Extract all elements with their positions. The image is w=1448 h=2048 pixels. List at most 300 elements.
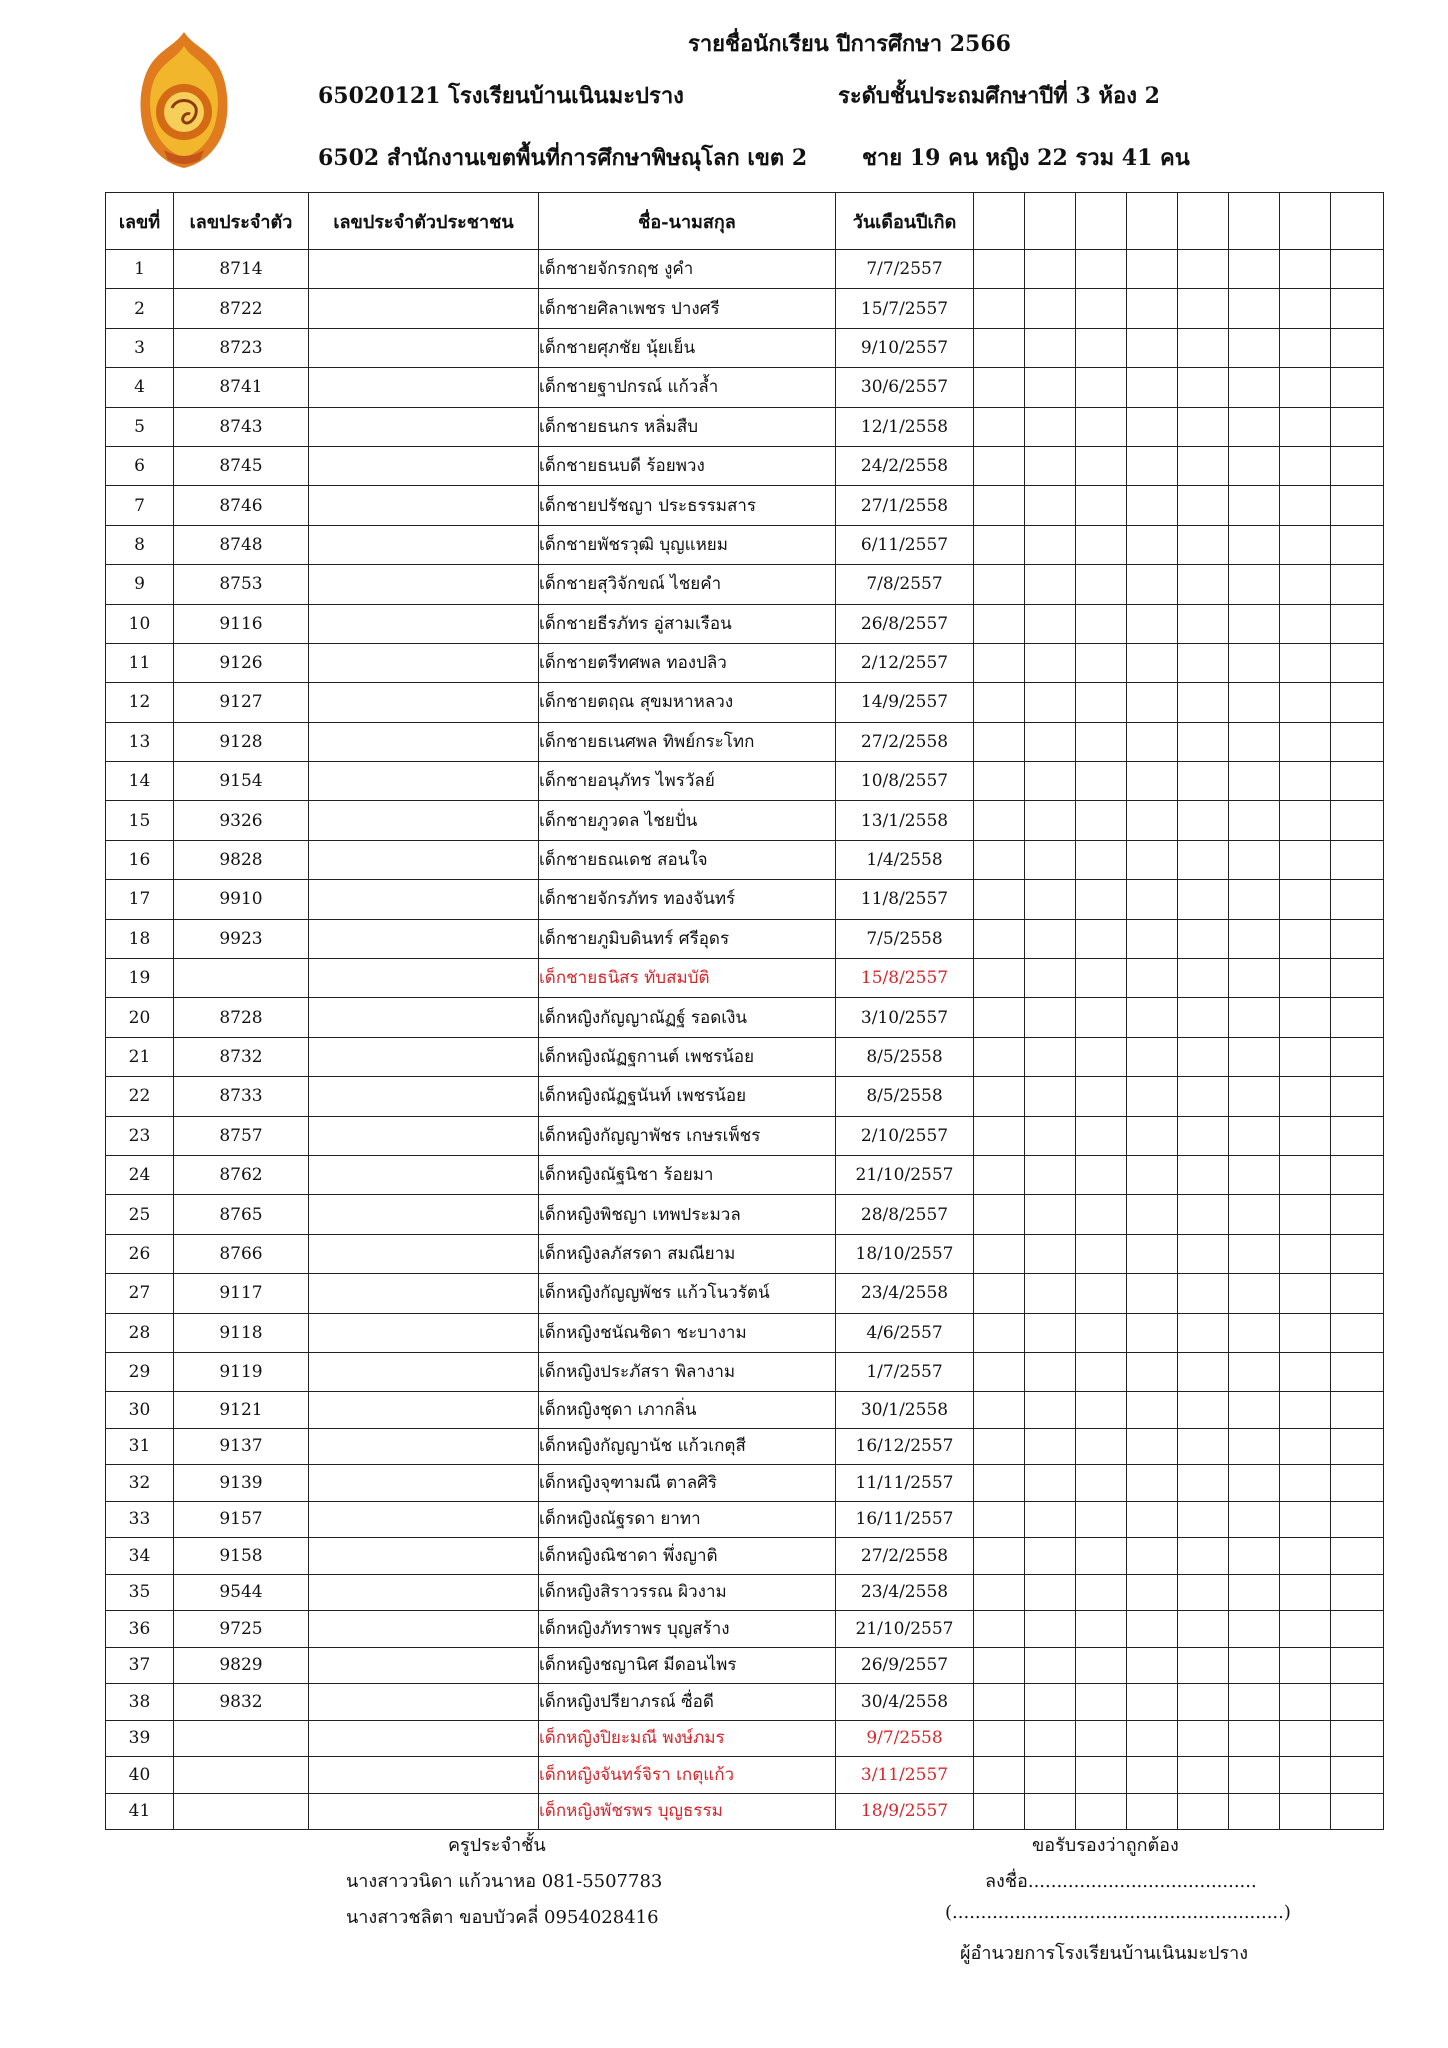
blank-check-cell (974, 368, 1025, 407)
blank-check-cell (1127, 525, 1178, 564)
blank-check-cell (1178, 1037, 1229, 1076)
blank-check-cell (1280, 1647, 1331, 1684)
blank-check-cell (1127, 328, 1178, 367)
cell-citizen-id (309, 250, 539, 289)
cell-student-id (174, 1720, 309, 1757)
blank-check-cell (1025, 1116, 1076, 1155)
blank-check-cell (1076, 1077, 1127, 1116)
blank-check-cell (1280, 1501, 1331, 1538)
cell-number: 18 (106, 919, 174, 958)
blank-check-cell (1076, 919, 1127, 958)
cell-dob: 8/5/2558 (836, 1037, 974, 1076)
table-row (106, 486, 1384, 525)
table-row (106, 1720, 1384, 1757)
table-row (106, 1392, 1384, 1429)
cell-student-id: 8732 (174, 1037, 309, 1076)
cell-name: เด็กชายธีรภัทร อู่สามเรือน (539, 604, 836, 643)
cell-number: 1 (106, 250, 174, 289)
blank-check-cell (1076, 1647, 1127, 1684)
cell-number: 12 (106, 683, 174, 722)
cell-dob: 11/11/2557 (836, 1465, 974, 1502)
blank-check-cell (1331, 1428, 1384, 1465)
cell-number: 35 (106, 1574, 174, 1611)
blank-check-cell (1025, 801, 1076, 840)
blank-check-cell (1280, 1313, 1331, 1352)
blank-check-cell (1178, 959, 1229, 998)
blank-check-cell (974, 722, 1025, 761)
blank-check-cell (1178, 486, 1229, 525)
col-header-no: เลขที่ (106, 193, 174, 250)
cell-number: 3 (106, 328, 174, 367)
cell-dob: 7/8/2557 (836, 565, 974, 604)
table-row (106, 328, 1384, 367)
table-row (106, 1757, 1384, 1794)
blank-check-cell (1229, 368, 1280, 407)
cell-student-id: 9126 (174, 643, 309, 682)
cell-name: เด็กหญิงชุดา เภากลิ่น (539, 1392, 836, 1429)
cell-student-id (174, 1793, 309, 1830)
cell-dob: 27/1/2558 (836, 486, 974, 525)
table-row (106, 1234, 1384, 1273)
cell-citizen-id (309, 1037, 539, 1076)
blank-check-cell (1229, 840, 1280, 879)
blank-check-cell (1229, 1428, 1280, 1465)
blank-check-cell (974, 407, 1025, 446)
blank-check-cell (974, 840, 1025, 879)
blank-check-cell (1331, 446, 1384, 485)
cell-citizen-id (309, 643, 539, 682)
blank-check-cell (1331, 1195, 1384, 1234)
blank-check-cell (1127, 1720, 1178, 1757)
blank-check-cell (1076, 959, 1127, 998)
table-row (106, 840, 1384, 879)
cell-name: เด็กหญิงประภัสรา พิลางาม (539, 1352, 836, 1391)
blank-check-cell (1229, 1195, 1280, 1234)
cell-number: 10 (106, 604, 174, 643)
blank-check-cell (1127, 486, 1178, 525)
blank-check-cell (1280, 328, 1331, 367)
blank-check-cell (1280, 880, 1331, 919)
blank-check-cell (1280, 801, 1331, 840)
cell-student-id: 8746 (174, 486, 309, 525)
cell-dob: 15/7/2557 (836, 289, 974, 328)
blank-check-cell (1127, 643, 1178, 682)
blank-check-cell (1331, 1647, 1384, 1684)
cell-citizen-id (309, 446, 539, 485)
blank-check-cell (1331, 1465, 1384, 1502)
blank-check-cell (1178, 1465, 1229, 1502)
blank-check-cell (1280, 919, 1331, 958)
cell-dob: 3/10/2557 (836, 998, 974, 1037)
cell-number: 38 (106, 1684, 174, 1721)
blank-check-cell (1178, 1116, 1229, 1155)
school-name: 65020121 โรงเรียนบ้านเนินมะปราง (318, 83, 684, 109)
blank-check-cell (1127, 1077, 1178, 1116)
blank-check-cell (1127, 1116, 1178, 1155)
cell-citizen-id (309, 1274, 539, 1313)
cell-dob: 13/1/2558 (836, 801, 974, 840)
cell-name: เด็กชายธนิสร ทับสมบัติ (539, 959, 836, 998)
cell-name: เด็กหญิงกัญญพัชร แก้วโนวรัตน์ (539, 1274, 836, 1313)
blank-check-cell (974, 486, 1025, 525)
blank-check-cell (974, 1234, 1025, 1273)
blank-check-cell (974, 643, 1025, 682)
cell-number: 33 (106, 1501, 174, 1538)
blank-check-cell (1025, 1538, 1076, 1575)
blank-check-cell (1178, 604, 1229, 643)
cell-name: เด็กหญิงกัญญาพัชร เกษรเพ็ชร (539, 1116, 836, 1155)
cell-dob: 30/1/2558 (836, 1392, 974, 1429)
cell-dob: 14/9/2557 (836, 683, 974, 722)
blank-check-cell (1280, 722, 1331, 761)
blank-check-cell (1178, 525, 1229, 564)
cell-student-id: 9829 (174, 1647, 309, 1684)
cell-number: 4 (106, 368, 174, 407)
homeroom-teacher-label: ครูประจำชั้น (448, 1835, 546, 1856)
cell-number: 26 (106, 1234, 174, 1273)
cell-number: 32 (106, 1465, 174, 1502)
blank-check-cell (1178, 1574, 1229, 1611)
blank-check-cell (1178, 1234, 1229, 1273)
cell-citizen-id (309, 683, 539, 722)
cell-number: 5 (106, 407, 174, 446)
blank-check-cell (1025, 643, 1076, 682)
blank-check-cell (1229, 407, 1280, 446)
blank-check-cell (974, 1793, 1025, 1830)
blank-check-cell (1076, 880, 1127, 919)
blank-check-cell (1178, 446, 1229, 485)
cell-dob: 12/1/2558 (836, 407, 974, 446)
cell-student-id: 9154 (174, 762, 309, 801)
cell-citizen-id (309, 801, 539, 840)
cell-student-id: 8753 (174, 565, 309, 604)
blank-check-cell (1127, 407, 1178, 446)
blank-check-cell (1229, 762, 1280, 801)
cell-student-id: 8765 (174, 1195, 309, 1234)
blank-check-cell (1025, 289, 1076, 328)
blank-check-cell (974, 880, 1025, 919)
blank-check-cell (1127, 1611, 1178, 1648)
blank-check-cell (1229, 1757, 1280, 1794)
blank-check-cell (1229, 1793, 1280, 1830)
cell-student-id: 9544 (174, 1574, 309, 1611)
table-row (106, 1611, 1384, 1648)
blank-check-cell (974, 289, 1025, 328)
blank-check-cell (1127, 919, 1178, 958)
blank-check-cell (1076, 1574, 1127, 1611)
signature-line: ลงชื่อ........................................ (985, 1871, 1257, 1892)
cell-dob: 10/8/2557 (836, 762, 974, 801)
blank-check-cell (1229, 486, 1280, 525)
cell-number: 17 (106, 880, 174, 919)
cell-name: เด็กหญิงชนัณชิดา ชะบางาม (539, 1313, 836, 1352)
blank-check-cell (1178, 1392, 1229, 1429)
table-row (106, 446, 1384, 485)
cell-number: 7 (106, 486, 174, 525)
cell-citizen-id (309, 1684, 539, 1721)
table-row (106, 722, 1384, 761)
blank-check-cell (1076, 368, 1127, 407)
blank-header-cell (1076, 193, 1127, 250)
blank-check-cell (1076, 762, 1127, 801)
blank-check-cell (1229, 1611, 1280, 1648)
cell-name: เด็กหญิงชญานิศ มีดอนไพร (539, 1647, 836, 1684)
blank-check-cell (1229, 1116, 1280, 1155)
cell-name: เด็กชายธเนศพล ทิพย์กระโทก (539, 722, 836, 761)
blank-check-cell (1331, 1501, 1384, 1538)
blank-check-cell (1127, 762, 1178, 801)
blank-check-cell (1229, 683, 1280, 722)
blank-check-cell (1280, 762, 1331, 801)
table-row (106, 1793, 1384, 1830)
blank-check-cell (1025, 1647, 1076, 1684)
blank-check-cell (1280, 289, 1331, 328)
blank-check-cell (1331, 919, 1384, 958)
cell-citizen-id (309, 1574, 539, 1611)
blank-check-cell (1229, 250, 1280, 289)
blank-check-cell (1076, 1465, 1127, 1502)
cell-citizen-id (309, 959, 539, 998)
blank-check-cell (1229, 1077, 1280, 1116)
blank-check-cell (1025, 762, 1076, 801)
cell-student-id: 8748 (174, 525, 309, 564)
cell-dob: 23/4/2558 (836, 1574, 974, 1611)
blank-check-cell (1076, 446, 1127, 485)
blank-check-cell (1127, 1647, 1178, 1684)
cell-student-id: 8745 (174, 446, 309, 485)
blank-check-cell (1280, 1684, 1331, 1721)
col-header-student-id: เลขประจำตัว (174, 193, 309, 250)
blank-check-cell (1127, 1392, 1178, 1429)
cell-name: เด็กชายธนกร หลิ่มสืบ (539, 407, 836, 446)
blank-check-cell (1229, 1538, 1280, 1575)
cell-number: 30 (106, 1392, 174, 1429)
blank-check-cell (1178, 722, 1229, 761)
cell-student-id: 8766 (174, 1234, 309, 1273)
cell-number: 27 (106, 1274, 174, 1313)
table-header-row (106, 193, 1384, 250)
cell-student-id: 9828 (174, 840, 309, 879)
table-row (106, 998, 1384, 1037)
table-row (106, 1538, 1384, 1575)
blank-check-cell (1178, 1274, 1229, 1313)
blank-check-cell (974, 446, 1025, 485)
education-office: 6502 สำนักงานเขตพื้นที่การศึกษาพิษณุโลก เขต 2 (318, 145, 808, 171)
blank-check-cell (974, 1501, 1025, 1538)
table-row (106, 762, 1384, 801)
cell-dob: 21/10/2557 (836, 1611, 974, 1648)
blank-header-cell (1025, 193, 1076, 250)
blank-check-cell (1127, 565, 1178, 604)
blank-header-cell (1127, 193, 1178, 250)
cell-student-id: 9118 (174, 1313, 309, 1352)
blank-check-cell (1229, 643, 1280, 682)
blank-check-cell (1280, 525, 1331, 564)
cell-citizen-id (309, 1793, 539, 1830)
cell-number: 13 (106, 722, 174, 761)
blank-check-cell (1229, 1234, 1280, 1273)
cell-dob: 16/11/2557 (836, 1501, 974, 1538)
blank-check-cell (1280, 1352, 1331, 1391)
blank-check-cell (1025, 368, 1076, 407)
blank-check-cell (974, 1313, 1025, 1352)
cell-citizen-id (309, 1720, 539, 1757)
blank-check-cell (1076, 1501, 1127, 1538)
cell-citizen-id (309, 368, 539, 407)
cell-number: 25 (106, 1195, 174, 1234)
cell-student-id (174, 959, 309, 998)
blank-check-cell (1280, 998, 1331, 1037)
blank-check-cell (1331, 1574, 1384, 1611)
cell-name: เด็กหญิงลภัสรดา สมณียาม (539, 1234, 836, 1273)
cell-name: เด็กหญิงพัชรพร บุญธรรม (539, 1793, 836, 1830)
blank-check-cell (974, 1757, 1025, 1794)
blank-check-cell (1025, 1195, 1076, 1234)
cell-citizen-id (309, 762, 539, 801)
cell-number: 9 (106, 565, 174, 604)
blank-header-cell (1229, 193, 1280, 250)
cell-name: เด็กหญิงพิชญา เทพประมวล (539, 1195, 836, 1234)
blank-check-cell (1127, 722, 1178, 761)
blank-check-cell (1076, 1538, 1127, 1575)
table-row (106, 1647, 1384, 1684)
table-row (106, 1684, 1384, 1721)
blank-check-cell (1076, 525, 1127, 564)
cell-student-id: 8728 (174, 998, 309, 1037)
table-row (106, 1195, 1384, 1234)
blank-check-cell (1076, 1037, 1127, 1076)
blank-check-cell (1025, 722, 1076, 761)
table-row (106, 1037, 1384, 1076)
col-header-citizen-id: เลขประจำตัวประชาชน (309, 193, 539, 250)
table-row (106, 368, 1384, 407)
cell-citizen-id (309, 998, 539, 1037)
blank-check-cell (1076, 407, 1127, 446)
cell-dob: 18/9/2557 (836, 1793, 974, 1830)
blank-check-cell (1280, 1720, 1331, 1757)
blank-check-cell (1127, 880, 1178, 919)
blank-check-cell (1331, 1037, 1384, 1076)
blank-check-cell (1280, 368, 1331, 407)
cell-citizen-id (309, 1538, 539, 1575)
blank-check-cell (1025, 1428, 1076, 1465)
blank-check-cell (1331, 880, 1384, 919)
blank-check-cell (1076, 1392, 1127, 1429)
blank-check-cell (1229, 1501, 1280, 1538)
blank-check-cell (1331, 1116, 1384, 1155)
blank-header-cell (1178, 193, 1229, 250)
blank-check-cell (1025, 1037, 1076, 1076)
cell-citizen-id (309, 1611, 539, 1648)
cell-student-id: 8743 (174, 407, 309, 446)
blank-check-cell (974, 959, 1025, 998)
table-row (106, 643, 1384, 682)
blank-check-cell (1229, 1037, 1280, 1076)
blank-check-cell (974, 525, 1025, 564)
blank-check-cell (1178, 1428, 1229, 1465)
cell-name: เด็กชายภูวดล ไชยปั่น (539, 801, 836, 840)
blank-check-cell (1076, 1428, 1127, 1465)
blank-check-cell (1331, 604, 1384, 643)
cell-dob: 4/6/2557 (836, 1313, 974, 1352)
blank-check-cell (1229, 525, 1280, 564)
blank-check-cell (1178, 1684, 1229, 1721)
blank-check-cell (1178, 1195, 1229, 1234)
blank-check-cell (1025, 1793, 1076, 1830)
blank-check-cell (1127, 1501, 1178, 1538)
blank-check-cell (1127, 1155, 1178, 1194)
blank-check-cell (1229, 1720, 1280, 1757)
blank-check-cell (974, 1684, 1025, 1721)
blank-check-cell (1025, 1392, 1076, 1429)
blank-check-cell (974, 565, 1025, 604)
blank-check-cell (1076, 683, 1127, 722)
blank-check-cell (1280, 1793, 1331, 1830)
cell-student-id: 8757 (174, 1116, 309, 1155)
cell-citizen-id (309, 1428, 539, 1465)
blank-check-cell (1025, 919, 1076, 958)
blank-check-cell (1127, 1037, 1178, 1076)
cell-dob: 11/8/2557 (836, 880, 974, 919)
table-row (106, 801, 1384, 840)
blank-check-cell (1331, 368, 1384, 407)
blank-check-cell (1025, 250, 1076, 289)
blank-check-cell (1331, 801, 1384, 840)
col-header-dob: วันเดือนปีเกิด (836, 193, 974, 250)
blank-check-cell (974, 1274, 1025, 1313)
cell-dob: 27/2/2558 (836, 722, 974, 761)
signature-name-line: (..........................................................) (945, 1902, 1291, 1923)
table-row (106, 880, 1384, 919)
cell-name: เด็กชายปรัชญา ประธรรมสาร (539, 486, 836, 525)
cell-citizen-id (309, 722, 539, 761)
blank-check-cell (1229, 1352, 1280, 1391)
blank-check-cell (1331, 1352, 1384, 1391)
blank-check-cell (1331, 407, 1384, 446)
blank-check-cell (1331, 486, 1384, 525)
cell-student-id: 9923 (174, 919, 309, 958)
blank-check-cell (974, 801, 1025, 840)
blank-check-cell (1127, 1234, 1178, 1273)
blank-check-cell (974, 1037, 1025, 1076)
blank-check-cell (1127, 289, 1178, 328)
blank-check-cell (1025, 880, 1076, 919)
cell-dob: 8/5/2558 (836, 1077, 974, 1116)
cell-name: เด็กหญิงกัญญาณัฏฐ์ รอดเงิน (539, 998, 836, 1037)
cell-citizen-id (309, 880, 539, 919)
cell-student-id: 9158 (174, 1538, 309, 1575)
cell-dob: 30/6/2557 (836, 368, 974, 407)
blank-check-cell (1280, 407, 1331, 446)
blank-check-cell (1229, 1465, 1280, 1502)
blank-check-cell (1229, 565, 1280, 604)
table-row (106, 1352, 1384, 1391)
blank-check-cell (1025, 446, 1076, 485)
blank-check-cell (1229, 801, 1280, 840)
blank-check-cell (1076, 1793, 1127, 1830)
blank-check-cell (1331, 643, 1384, 682)
blank-check-cell (1127, 1757, 1178, 1794)
cell-dob: 6/11/2557 (836, 525, 974, 564)
document-title: รายชื่อนักเรียน ปีการศึกษา 2566 (688, 31, 1011, 57)
blank-check-cell (1280, 683, 1331, 722)
blank-check-cell (1229, 959, 1280, 998)
cell-citizen-id (309, 407, 539, 446)
cell-citizen-id (309, 919, 539, 958)
cell-name: เด็กชายภูมิบดินทร์ ศรีอุดร (539, 919, 836, 958)
blank-check-cell (1178, 328, 1229, 367)
blank-check-cell (1127, 840, 1178, 879)
